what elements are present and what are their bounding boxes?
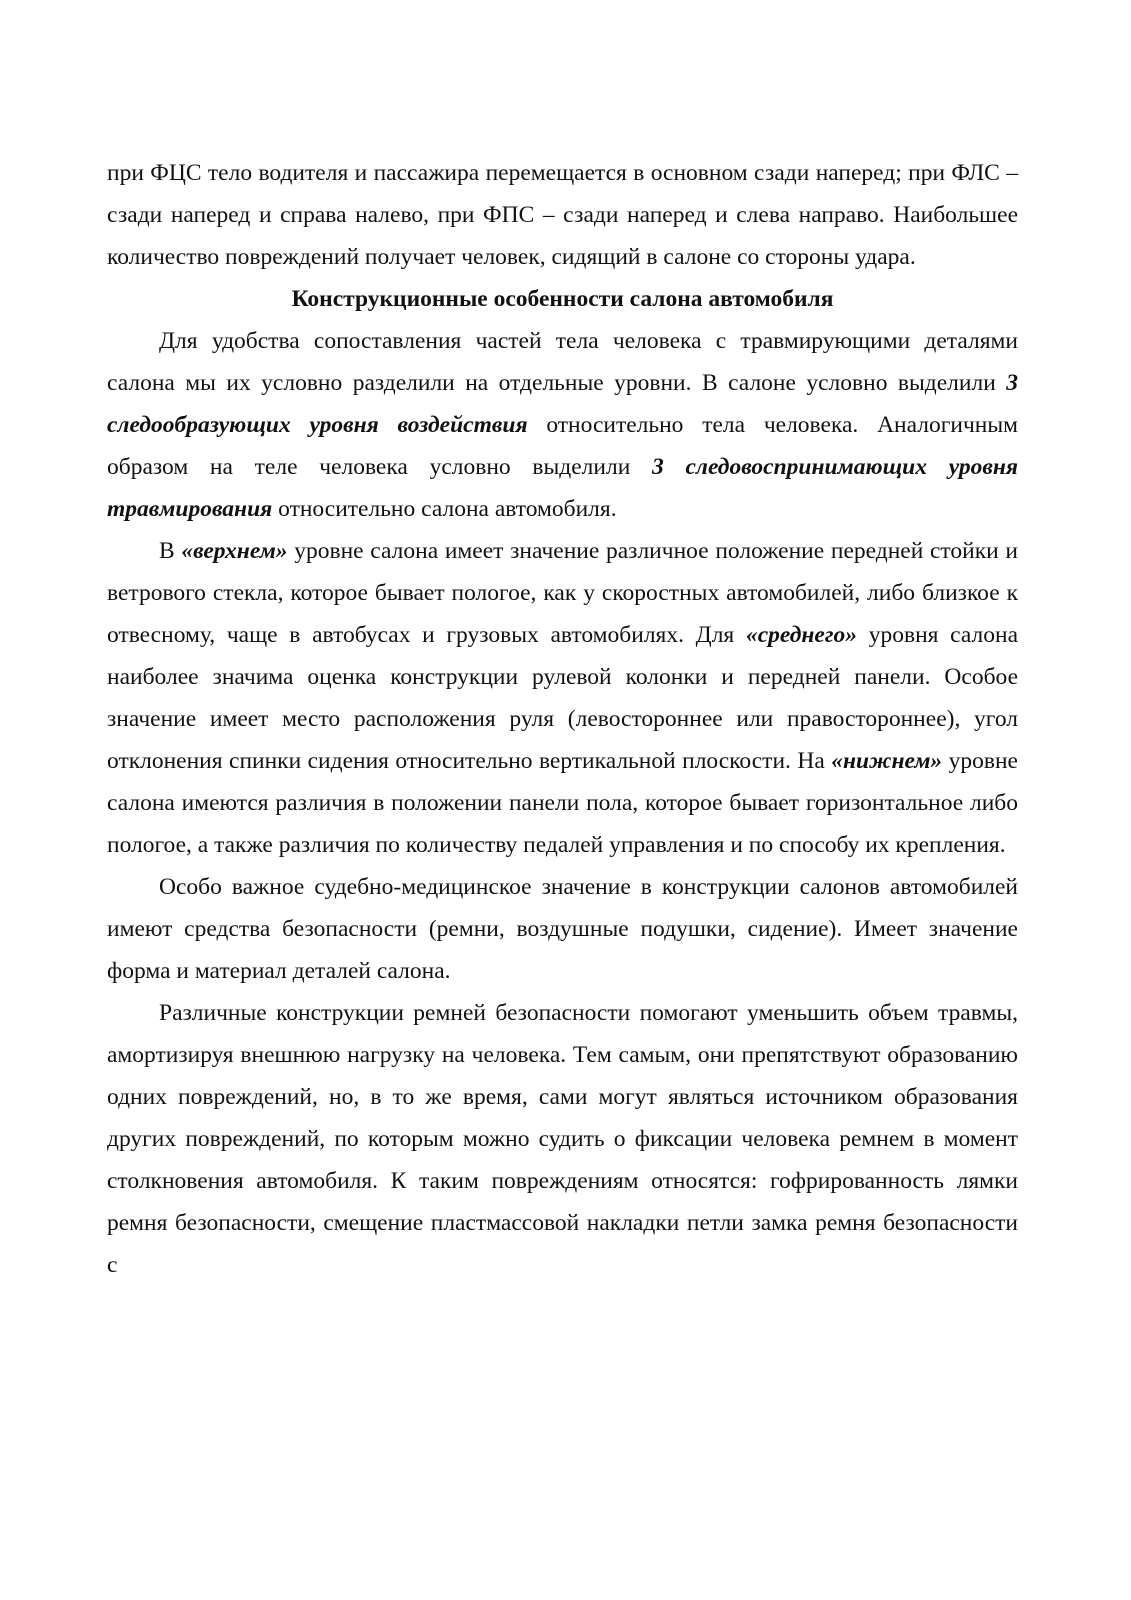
upper-text-2: уровне салона имеет значение различное положение передней стойки и ветрового стекла, которое бывает пологое, как у скоростных автомобилей, либо близкое к отвесному, чаще в автобусах и грузовых автомобилях. Для bbox=[107, 538, 1018, 648]
upper-text-3: уровня салона наиболее значима оценка конструкции рулевой колонки и передней панели. Особое значение имеет место расположения руля (левостороннее или правостороннее), угол отклонения спинки сидения относительно вертикальной плоскости. На bbox=[107, 622, 1019, 774]
levels-text-3: относительно салона автомобиля. bbox=[272, 496, 617, 522]
levels-text-2: относительно тела человека. Аналогичным образом на теле человека условно выделили bbox=[107, 412, 1019, 480]
paragraph-levels bbox=[107, 320, 1018, 530]
paragraph-intro: при ФЦС тело водителя и пассажира перемещается в основном сзади наперед; при ФЛС – сзади наперед и справа налево, при ФПС – сзади наперед и слева направо. Наибольшее количество повреждений получает человек, сидящий в салоне со стороны удара. bbox=[107, 160, 1018, 270]
upper-text-1: В bbox=[159, 538, 182, 564]
upper-text-4: уровне салона имеются различия в положении панели пола, которое бывает горизонтальное либо пологое, а также различия по количеству педалей управления и по способу их крепления. bbox=[107, 748, 1018, 858]
paragraph-safety: Особо важное судебно-медицинское значение в конструкции салонов автомобилей имеют средства безопасности (ремни, воздушные подушки, сидение). Имеет значение форма и материал деталей салона. bbox=[107, 874, 1018, 984]
levels-emphasis-2: 3 следовоспринимающих уровня травмирования bbox=[107, 454, 1018, 522]
levels-emphasis-1: 3 следообразующих уровня воздействия bbox=[107, 370, 1018, 438]
upper-emphasis-2: «среднего» bbox=[745, 622, 858, 648]
levels-text-1: Для удобства сопоставления частей тела человека с травмирующими деталями салона мы их условно разделили на отдельные уровни. В салоне условно выделили bbox=[107, 328, 1018, 396]
upper-emphasis-3: «нижнем» bbox=[831, 748, 943, 774]
paragraph-upper-level bbox=[107, 530, 1018, 866]
paragraph-belts: Различные конструкции ремней безопасности помогают уменьшить объем травмы, амортизируя внешнюю нагрузку на человека. Тем самым, они препятствуют образованию одних повреждений, но, в то же время, сами могут являться источником образования других повреждений, по которым можно судить о фиксации человека ремнем в момент столкновения автомобиля. К таким повреждениям относятся: гофрированность лямки ремня безопасности, смещение пластмассовой накладки петли замка ремня безопасности с bbox=[107, 1000, 1018, 1278]
section-heading: Конструкционные особенности салона автомобиля bbox=[291, 286, 834, 312]
document-body bbox=[107, 152, 1018, 1286]
upper-emphasis-1: «верхнем» bbox=[181, 538, 288, 564]
